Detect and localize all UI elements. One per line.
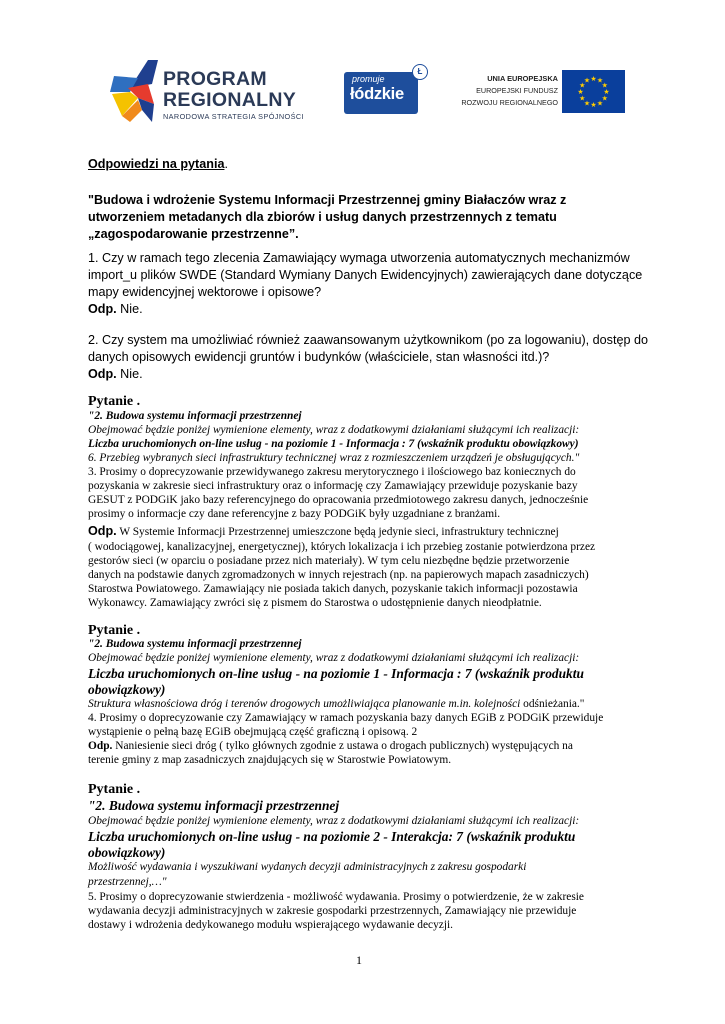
q1-line-2: import_u plików SWDE (Standard Wymiany Danych Ewidencyjnych) zawierających dane dotyczące — [88, 268, 643, 282]
sec4-l4 — [88, 698, 648, 710]
sec3-a-line-3: danych na podstawie danych zgromadzonych w innych rejestrach (np. na papierowych mapach zasadniczych) — [88, 569, 589, 581]
sec3-q-line-2: pozyskania w zakresie sieci infrastruktury oraz o informację czy Zamawiający przewiduje pozyskanie bazy — [88, 480, 578, 492]
sec4-l4b: odśnieżania." — [520, 698, 585, 710]
eu-star-icon: ★ — [596, 99, 604, 108]
a1 — [88, 302, 648, 316]
eu-star-icon: ★ — [579, 94, 586, 103]
sec4-l4a: Struktura własnościowa dróg i terenów drogowych umożliwiająca planowanie m.in. kolejności — [88, 698, 521, 710]
q2-line-1: 2. Czy system ma umożliwiać również zaawansowanym użytkownikom (po za logowaniu), dostęp do — [88, 333, 648, 347]
eu-star-icon: ★ — [590, 101, 597, 109]
lodz-top-text: promuje — [352, 74, 385, 84]
lodz-main-text: łódzkie — [350, 85, 404, 103]
program-line2: REGIONALNY — [163, 88, 297, 111]
sec5-l3b: obowiązkowy) — [88, 845, 166, 860]
sec3-q-line-1: 3. Prosimy o doprecyzowanie przewidywanego zakresu merytorycznego i ilościowego baz koniecznych do — [88, 466, 576, 478]
sec4-answer — [88, 740, 648, 752]
eu-star-icon: ★ — [603, 88, 610, 96]
sec4-l1: "2. Budowa systemu informacji przestrzennej — [88, 638, 302, 650]
sec3-a-line-1: ( wodociągowej, kanalizacyjnej, energetycznej), których lokalizacja i ich przebieg zostanie potwierdzona przez — [88, 541, 596, 553]
sec5-pytanie: Pytanie . — [88, 782, 141, 797]
eu-line3: ROZWOJU REGIONALNEGO — [461, 98, 558, 107]
q1-line-1: 1. Czy w ramach tego zlecenia Zamawiający wymaga utworzenia automatycznych mechanizmów — [88, 251, 630, 265]
sec3-a-first: W Systemie Informacji Przestrzennej umieszczone będą jedynie sieci, infrastruktury technicznej — [116, 526, 559, 538]
sec3-l1: "2. Budowa systemu informacji przestrzennej — [88, 410, 302, 422]
program-regionalny-logo — [108, 58, 328, 124]
a1-label: Odp. — [88, 302, 117, 316]
sec4-pytanie: Pytanie . — [88, 623, 141, 638]
eu-star-icon: ★ — [579, 81, 586, 90]
sec3-answer — [88, 524, 648, 538]
a2 — [88, 367, 648, 381]
sec3-a-line-4: Starostwa Powiatowego. Zamawiający nie posiada takich danych, pozyskanie takich informacji pozostawia — [88, 583, 578, 595]
title-line-3: „zagospodarowanie przestrzenne”. — [88, 227, 299, 241]
heading-text: Odpowiedzi na pytania — [88, 157, 225, 171]
eu-line1: UNIA EUROPEJSKA — [487, 74, 558, 83]
a2-text: Nie. — [116, 367, 143, 381]
sec4-a-line-2: terenie gminy z map zasadniczych znajdujących się w Starostwie Powiatowym. — [88, 754, 452, 766]
sec3-q-line-4: prosimy o informacje czy dane referencyjne z bazy PODGiK były uzgadniane z branżami. — [88, 508, 501, 520]
sec5-q-line-3: dostawy i wdrożenia dedykowanego modułu wspierającego wydawanie decyzji. — [88, 919, 454, 931]
sec3-l3: Liczba uruchomionych on-line usług - na poziomie 1 - Informacja : 7 (wskaźnik produktu obowiązkowy) — [88, 438, 579, 450]
page-number: 1 — [356, 953, 362, 967]
eu-star-icon: ★ — [601, 94, 608, 103]
sec4-l2: Obejmować będzie poniżej wymienione elementy, wraz z dodatkowymi działaniami służącymi ich realizacji: — [88, 652, 580, 664]
eu-text-block — [448, 73, 558, 109]
sec5-l3a: Liczba uruchomionych on-line usług - na poziomie 2 - Interakcja: 7 (wskaźnik produktu — [88, 829, 576, 844]
sec3-odp: Odp. — [88, 524, 117, 538]
lodz-mark-icon: Ł — [412, 64, 428, 80]
sec5-l4a: Możliwość wydawania i wyszukiwani wydanych decyzji administracyjnych z zakresu gospodarki — [88, 861, 527, 873]
eu-flag-icon — [562, 70, 625, 113]
program-line1: PROGRAM — [163, 68, 267, 90]
sec3-l4: 6. Przebieg wybranych sieci infrastruktury technicznej wraz z rozmieszczeniem urządzeń je obsługujących." — [88, 452, 580, 464]
sec3-a-line-5: Wykonawcy. Zamawiający zwróci się z pismem do Starostwa o udostępnienie danych nieodpłatnie. — [88, 597, 542, 609]
sec3-pytanie: Pytanie . — [88, 394, 141, 409]
eu-star-icon: ★ — [583, 99, 591, 108]
sec4-a-first: Naniesienie sieci dróg ( tylko głównych zgodnie z ustawa o drogach publicznych) występujących na — [112, 740, 573, 752]
sec5-l1: "2. Budowa systemu informacji przestrzennej — [88, 798, 340, 813]
program-star-icon — [108, 58, 163, 124]
sec3-a-line-2: gestorów sieci (w oparciu o posiadane przez nich materiały). W tym celu niezbędne będzie przetworzenie — [88, 555, 570, 567]
q1-line-3: mapy ewidencyjnej wektorowe i opisowe? — [88, 285, 322, 299]
q2-line-2: danych opisowych ewidencji gruntów i budynków (właściciele, stan własności itd.)? — [88, 350, 550, 364]
sec3-l2: Obejmować będzie poniżej wymienione elementy, wraz z dodatkowymi działaniami służącymi ich realizacji: — [88, 424, 580, 436]
eu-star-icon: ★ — [583, 76, 591, 85]
sec5-q-line-2: wydawania decyzji administracyjnych w zakresie gospodarki przestrzennych, Zamawiający nie przewiduje — [88, 905, 577, 917]
sec5-q-line-1: 5. Prosimy o doprecyzowanie stwierdzenia - możliwość wydawania. Prosimy o potwierdzenie, że w zakresie — [88, 891, 584, 903]
a1-text: Nie. — [116, 302, 143, 316]
title-line-1: "Budowa i wdrożenie Systemu Informacji Przestrzennej gminy Białaczów wraz z — [88, 193, 567, 207]
sec5-l4b: przestrzennej,…" — [88, 876, 167, 888]
sec5-l2: Obejmować będzie poniżej wymienione elementy, wraz z dodatkowymi działaniami służącymi ich realizacji: — [88, 815, 580, 827]
sec4-q-line-1: 4. Prosimy o doprecyzowanie czy Zamawiający w ramach pozyskania bazy danych EGiB z PODGiK przewiduje — [88, 712, 604, 724]
promuje-lodzkie-logo — [344, 64, 422, 114]
sec4-l3a: Liczba uruchomionych on-line usług - na poziomie 1 - Informacja : 7 (wskaźnik produktu — [88, 666, 584, 681]
sec4-q-line-2: wystąpienie o pełną bazę EGiB obejmującą część graficzną i opisową. 2 — [88, 726, 418, 738]
eu-star-icon: ★ — [596, 76, 604, 85]
eu-star-icon: ★ — [577, 88, 584, 96]
eu-star-icon: ★ — [601, 81, 608, 90]
doc-heading — [88, 157, 648, 171]
sec4-l3b: obowiązkowy) — [88, 682, 166, 697]
eu-star-icon: ★ — [590, 75, 597, 83]
a2-label: Odp. — [88, 367, 117, 381]
eu-line2: EUROPEJSKI FUNDUSZ — [476, 86, 558, 95]
heading-dot: . — [224, 157, 228, 171]
sec3-q-line-3: GESUT z PODGiK jako bazy referencyjnego do opracowania przedmiotowego zakresu danych, jednocześnie — [88, 494, 589, 506]
title-line-2: utworzeniem metadanych dla zbiorów i usług danych przestrzennych z tematu — [88, 210, 557, 224]
program-sub: NARODOWA STRATEGIA SPÓJNOŚCI — [163, 112, 304, 121]
sec4-odp: Odp. — [88, 740, 113, 752]
